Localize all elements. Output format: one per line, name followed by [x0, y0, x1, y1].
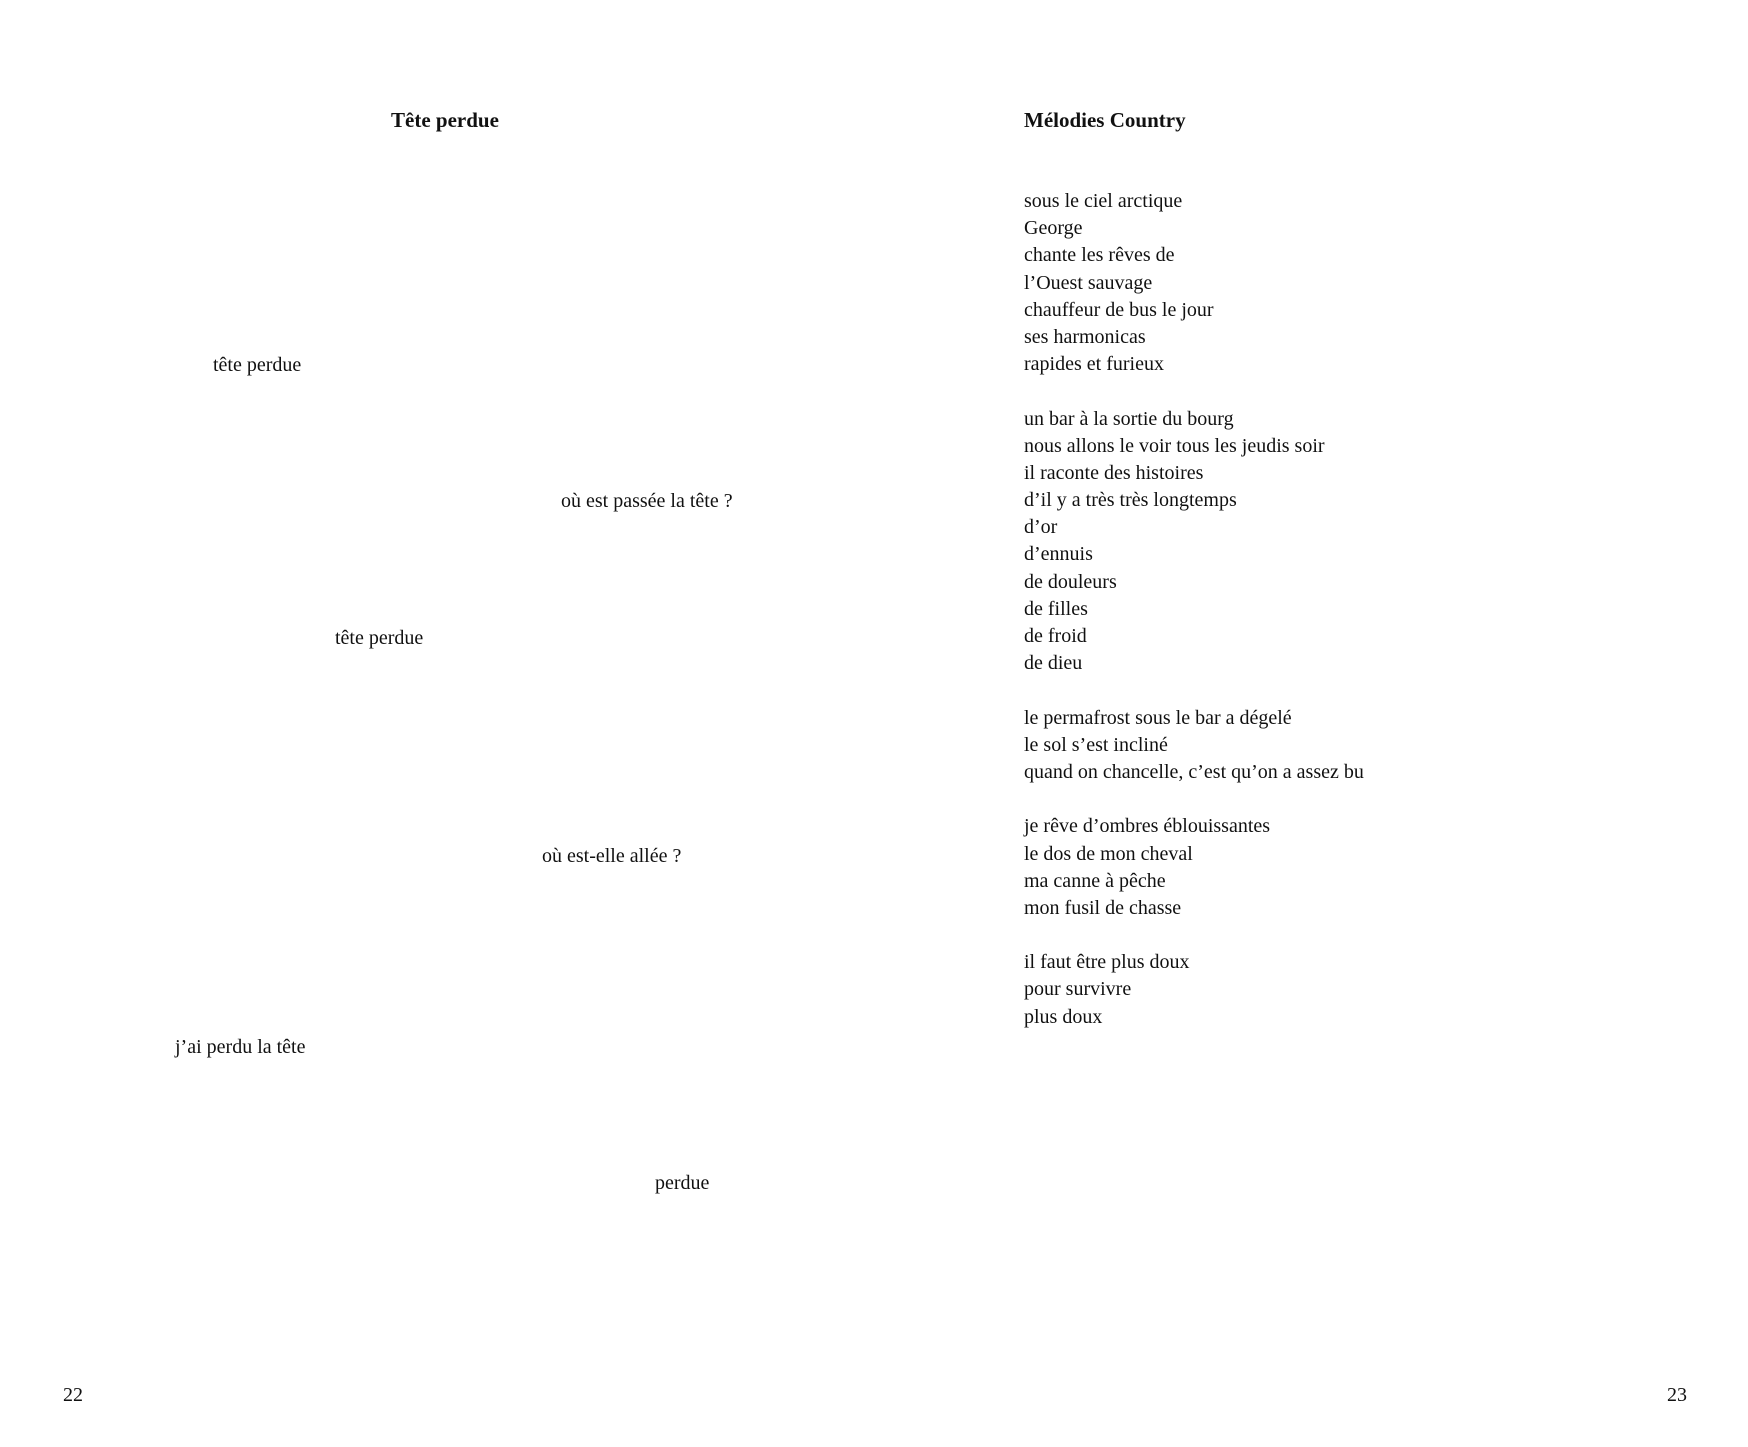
poem-line: le sol s’est incliné	[1024, 733, 1168, 756]
stanza-break	[1024, 677, 1364, 704]
left-poem-fragment: où est-elle allée ?	[542, 845, 682, 867]
poem-line: d’ennuis	[1024, 543, 1093, 566]
left-poem-fragment: tête perdue	[213, 354, 302, 376]
poem-line: de dieu	[1024, 652, 1083, 675]
left-poem-title: Tête perdue	[391, 108, 499, 132]
poem-line: de filles	[1024, 597, 1088, 620]
poem-line: mon fusil de chasse	[1024, 896, 1182, 919]
poem-line: d’il y a très très longtemps	[1024, 489, 1237, 512]
poem-line: ma canne à pêche	[1024, 869, 1166, 892]
poem-line: un bar à la sortie du bourg	[1024, 407, 1234, 430]
poem-line: George	[1024, 217, 1083, 240]
poem-line: nous allons le voir tous les jeudis soir	[1024, 434, 1325, 457]
poem-line: chante les rêves de	[1024, 244, 1175, 267]
right-poem-body	[1024, 188, 1364, 1031]
poem-line: sous le ciel arctique	[1024, 190, 1183, 212]
poem-line: chauffeur de bus le jour	[1024, 298, 1214, 321]
poem-line: de douleurs	[1024, 570, 1117, 593]
page-number-right: 23	[1667, 1384, 1687, 1406]
stanza-break	[1024, 786, 1364, 813]
poem-line: d’or	[1024, 516, 1058, 539]
left-poem-fragment: tête perdue	[335, 627, 424, 649]
poem-line: pour survivre	[1024, 978, 1132, 1001]
poem-line: ses harmonicas	[1024, 325, 1146, 348]
poem-line: je rêve d’ombres éblouissantes	[1024, 815, 1271, 838]
poem-line: il faut être plus doux	[1024, 951, 1190, 974]
right-poem-title: Mélodies Country	[1024, 108, 1186, 132]
poem-line: plus doux	[1024, 1005, 1103, 1028]
right-page	[874, 0, 1748, 1447]
poem-line: le dos de mon cheval	[1024, 842, 1193, 865]
left-poem-fragment: où est passée la tête ?	[561, 490, 733, 512]
poem-line: le permafrost sous le bar a dégelé	[1024, 706, 1292, 729]
poem-line: de froid	[1024, 625, 1087, 647]
poem-line: il raconte des histoires	[1024, 461, 1204, 484]
stanza-break	[1024, 378, 1364, 405]
left-poem-fragment: perdue	[655, 1172, 710, 1194]
poem-line: quand on chancelle, c’est qu’on a assez bu	[1024, 760, 1364, 783]
page-number-left: 22	[63, 1384, 83, 1406]
poem-line: rapides et furieux	[1024, 353, 1164, 376]
poem-line: l’Ouest sauvage	[1024, 271, 1153, 294]
stanza-break	[1024, 922, 1364, 949]
left-poem-fragment: j’ai perdu la tête	[175, 1036, 306, 1058]
